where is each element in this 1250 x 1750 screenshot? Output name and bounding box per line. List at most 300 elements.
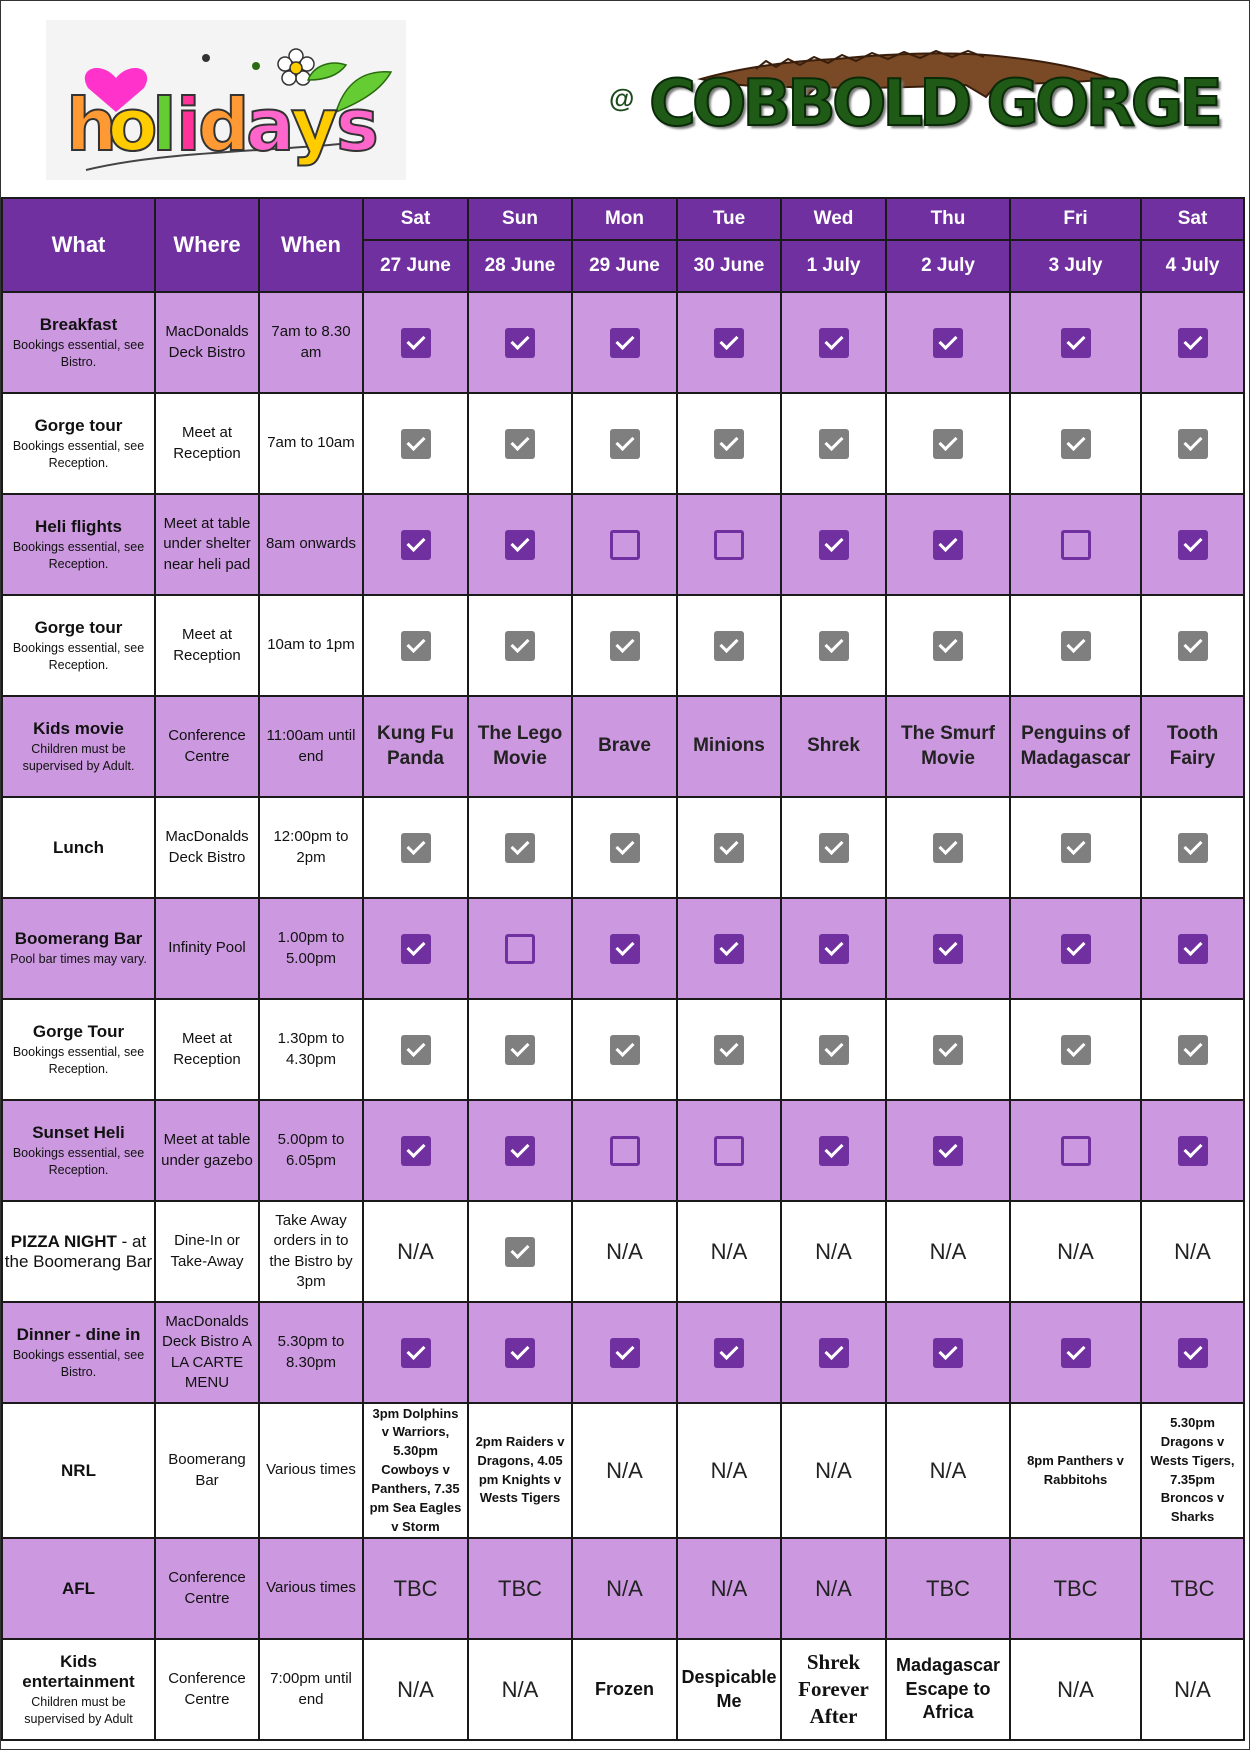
schedule-row — [2, 1639, 1244, 1740]
day-cell — [781, 1639, 886, 1740]
day-cell — [677, 595, 781, 696]
na-text: N/A — [1057, 1676, 1094, 1702]
day-cell — [886, 595, 1010, 696]
schedule-row — [2, 595, 1244, 696]
location-cell — [155, 696, 259, 797]
day-header: Tue — [677, 198, 781, 240]
day-cell — [468, 1403, 572, 1538]
day-cell — [468, 595, 572, 696]
checkbox-checked-icon — [1061, 631, 1091, 661]
day-cell — [677, 1538, 781, 1639]
day-cell — [886, 393, 1010, 494]
game-text: 5.30pm Dragons v Wests Tigers, 7.35pm Broncos v Sharks — [1150, 1414, 1235, 1525]
activity-title-text: Lunch — [53, 837, 104, 857]
day-header: Sat — [1141, 198, 1244, 240]
checkbox-checked-icon — [505, 833, 535, 863]
location-cell — [155, 1302, 259, 1403]
checkbox-checked-icon — [714, 1338, 744, 1368]
activity-cell — [2, 1201, 155, 1302]
day-cell — [1010, 1538, 1141, 1639]
activity-cell — [2, 1100, 155, 1201]
day-cell — [1141, 999, 1244, 1100]
day-cell — [572, 494, 677, 595]
show-title: Madagascar Escape to Africa — [895, 1655, 1001, 1723]
day-cell — [1141, 797, 1244, 898]
time-cell — [259, 797, 363, 898]
checkbox-checked-icon — [610, 1338, 640, 1368]
movie-title: Kung Fu Panda — [376, 722, 455, 769]
day-header: Thu — [886, 198, 1010, 240]
activity-note: Pool bar times may vary. — [10, 952, 147, 967]
day-cell — [677, 999, 781, 1100]
activity-cell — [2, 696, 155, 797]
checkbox-checked-icon — [933, 1136, 963, 1166]
checkbox-checked-icon — [505, 530, 535, 560]
location-cell — [155, 797, 259, 898]
holidays-logo — [46, 20, 406, 180]
day-cell — [468, 1538, 572, 1639]
day-cell — [572, 797, 677, 898]
day-cell — [781, 1201, 886, 1302]
checkbox-checked-icon — [819, 1136, 849, 1166]
tbc-text: TBC — [393, 1575, 438, 1601]
date-header: 28 June — [468, 240, 572, 292]
checkbox-checked-icon — [933, 1338, 963, 1368]
column-header-where: Where — [155, 198, 259, 292]
day-cell — [886, 1639, 1010, 1740]
location-text: Conference Centre — [168, 727, 246, 765]
game-text: 3pm Dolphins v Warriors, 5.30pm Cowboys v Panthers, 7.35 pm Sea Eagles v Storm — [369, 1405, 462, 1534]
na-text: N/A — [606, 1575, 643, 1601]
location-text: Conference Centre — [168, 1670, 246, 1708]
day-cell — [1141, 1100, 1244, 1201]
checkbox-checked-icon — [401, 1338, 431, 1368]
movie-title: Minions — [693, 735, 765, 757]
na-text: N/A — [815, 1457, 852, 1483]
brand — [601, 39, 1219, 149]
day-cell — [468, 494, 572, 595]
checkbox-checked-icon — [610, 934, 640, 964]
day-cell — [677, 494, 781, 595]
schedule-row — [2, 696, 1244, 797]
day-cell — [677, 898, 781, 999]
checkbox-checked-icon — [714, 631, 744, 661]
game-text: 8pm Panthers v Rabbitohs — [1027, 1452, 1124, 1487]
day-cell — [886, 494, 1010, 595]
location-text: MacDonalds Deck Bistro — [165, 323, 249, 361]
day-cell — [1010, 1302, 1141, 1403]
svg-text:i: i — [176, 83, 201, 167]
movie-title: The Smurf Movie — [901, 722, 995, 769]
day-cell — [781, 999, 886, 1100]
location-text: MacDonalds Deck Bistro A LA CARTE MENU — [161, 1313, 253, 1391]
checkbox-checked-icon — [819, 934, 849, 964]
checkbox-checked-icon — [819, 1338, 849, 1368]
day-cell — [572, 595, 677, 696]
day-cell — [886, 999, 1010, 1100]
time-text: 7am to 8.30 am — [271, 323, 351, 361]
day-cell — [572, 696, 677, 797]
day-cell — [677, 393, 781, 494]
day-cell — [572, 393, 677, 494]
activity-cell — [2, 1302, 155, 1403]
day-cell — [886, 1201, 1010, 1302]
movie-title: Tooth Fairy — [1166, 722, 1219, 769]
day-cell — [1010, 393, 1141, 494]
checkbox-checked-icon — [819, 631, 849, 661]
activity-note: Bookings essential, see Bistro. — [12, 1347, 145, 1379]
day-header: Sun — [468, 198, 572, 240]
location-text: Conference Centre — [168, 1569, 246, 1607]
activity-title — [3, 517, 154, 537]
location-cell — [155, 1403, 259, 1538]
activity-title-text: Breakfast — [39, 314, 118, 334]
checkbox-checked-icon — [401, 328, 431, 358]
poster-header — [1, 1, 1249, 197]
location-text: Meet at Reception — [173, 626, 241, 664]
tbc-text: TBC — [1170, 1575, 1215, 1601]
day-cell — [572, 1639, 677, 1740]
logo-text: h — [66, 83, 118, 167]
location-text: Meet at table under shelter near heli pad — [163, 515, 251, 573]
show-title: Despicable Me — [681, 1667, 777, 1711]
time-cell — [259, 898, 363, 999]
checkbox-checked-icon — [610, 631, 640, 661]
activity-note: Children must be supervised by Adult — [24, 1694, 133, 1726]
schedule-row — [2, 797, 1244, 898]
time-text: 5.30pm to 8.30pm — [277, 1333, 345, 1371]
activity-title — [3, 1325, 154, 1345]
checkbox-checked-icon — [714, 934, 744, 964]
location-cell — [155, 494, 259, 595]
day-cell — [1010, 696, 1141, 797]
show-title: Shrek Forever After — [798, 1649, 869, 1729]
activity-title-text: Gorge Tour — [32, 1021, 125, 1041]
schedule-row — [2, 999, 1244, 1100]
activity-note: Bookings essential, see Reception. — [12, 1145, 145, 1177]
day-cell — [363, 494, 468, 595]
activity-title-text: Heli flights — [35, 516, 122, 536]
day-cell — [1141, 1639, 1244, 1740]
day-cell — [1141, 1538, 1244, 1639]
day-cell — [1141, 494, 1244, 595]
na-text: N/A — [929, 1238, 967, 1264]
checkbox-checked-icon — [401, 833, 431, 863]
activity-title — [3, 1652, 154, 1692]
svg-text:y: y — [291, 83, 338, 167]
checkbox-empty-icon — [610, 1136, 640, 1166]
svg-text:a: a — [246, 83, 295, 167]
activity-note: Bookings essential, see Reception. — [12, 1044, 145, 1076]
checkbox-checked-icon — [401, 1035, 431, 1065]
time-cell — [259, 292, 363, 393]
day-cell — [468, 393, 572, 494]
svg-text:d: d — [198, 83, 250, 167]
checkbox-checked-icon — [505, 429, 535, 459]
checkbox-checked-icon — [933, 328, 963, 358]
time-cell — [259, 696, 363, 797]
activity-title — [3, 315, 154, 335]
schedule-row — [2, 494, 1244, 595]
checkbox-checked-icon — [933, 429, 963, 459]
time-text: 1.30pm to 4.30pm — [277, 1030, 345, 1068]
na-text: N/A — [929, 1457, 967, 1483]
checkbox-empty-icon — [1061, 1136, 1091, 1166]
activity-note: Bookings essential, see Bistro. — [12, 337, 145, 369]
column-header-when: When — [259, 198, 363, 292]
na-text: N/A — [1174, 1676, 1211, 1702]
activity-cell — [2, 1538, 155, 1639]
day-cell — [572, 999, 677, 1100]
day-cell — [1010, 595, 1141, 696]
checkbox-checked-icon — [1178, 1338, 1208, 1368]
checkbox-empty-icon — [714, 530, 744, 560]
day-cell — [677, 797, 781, 898]
day-cell — [363, 292, 468, 393]
time-cell — [259, 1302, 363, 1403]
day-cell — [572, 1538, 677, 1639]
activity-title-suffix: - at the Boomerang Bar — [4, 1231, 153, 1271]
day-cell — [1010, 898, 1141, 999]
svg-text:o: o — [108, 83, 158, 167]
time-cell — [259, 1201, 363, 1302]
day-cell — [363, 1538, 468, 1639]
checkbox-checked-icon — [401, 631, 431, 661]
na-text: N/A — [710, 1238, 748, 1264]
checkbox-checked-icon — [714, 328, 744, 358]
day-cell — [677, 1201, 781, 1302]
activity-title-text: PIZZA NIGHT — [10, 1231, 117, 1251]
time-text: 5.00pm to 6.05pm — [277, 1131, 345, 1169]
time-text: 7am to 10am — [267, 434, 355, 452]
na-text: N/A — [815, 1575, 852, 1601]
checkbox-checked-icon — [714, 833, 744, 863]
day-cell — [363, 1403, 468, 1538]
day-cell — [468, 696, 572, 797]
day-cell — [468, 999, 572, 1100]
checkbox-checked-icon — [819, 530, 849, 560]
svg-text:s: s — [336, 83, 379, 167]
schedule-row — [2, 1302, 1244, 1403]
checkbox-checked-icon — [505, 631, 535, 661]
day-cell — [886, 696, 1010, 797]
activity-title-text: Kids entertainment — [22, 1651, 135, 1691]
checkbox-checked-icon — [819, 833, 849, 863]
checkbox-checked-icon — [505, 328, 535, 358]
location-cell — [155, 292, 259, 393]
activity-cell — [2, 898, 155, 999]
time-text: 12:00pm to 2pm — [273, 828, 349, 866]
checkbox-checked-icon — [401, 934, 431, 964]
location-cell — [155, 1639, 259, 1740]
day-cell — [1010, 494, 1141, 595]
day-header: Mon — [572, 198, 677, 240]
day-cell — [677, 1100, 781, 1201]
location-cell — [155, 393, 259, 494]
checkbox-checked-icon — [1061, 328, 1091, 358]
time-cell — [259, 1639, 363, 1740]
day-cell — [468, 1100, 572, 1201]
time-text: 10am to 1pm — [267, 636, 355, 654]
activity-title — [3, 416, 154, 436]
movie-title: Brave — [598, 735, 651, 757]
location-text: Dine-In or Take-Away — [170, 1232, 244, 1270]
activity-title — [3, 1232, 154, 1272]
na-text: N/A — [815, 1238, 852, 1264]
day-cell — [781, 1538, 886, 1639]
time-cell — [259, 1403, 363, 1538]
day-cell — [572, 1403, 677, 1538]
activity-cell — [2, 999, 155, 1100]
activity-title-text: Kids movie — [33, 718, 124, 738]
day-cell — [677, 292, 781, 393]
day-header: Wed — [781, 198, 886, 240]
day-cell — [572, 898, 677, 999]
schedule-body — [2, 292, 1244, 1740]
checkbox-checked-icon — [401, 1136, 431, 1166]
day-cell — [1141, 696, 1244, 797]
day-cell — [468, 292, 572, 393]
time-cell — [259, 999, 363, 1100]
location-cell — [155, 1538, 259, 1639]
location-cell — [155, 1100, 259, 1201]
checkbox-checked-icon — [933, 631, 963, 661]
na-text: N/A — [606, 1457, 643, 1483]
day-header: Fri — [1010, 198, 1141, 240]
activity-note: Bookings essential, see Reception. — [12, 539, 145, 571]
day-cell — [781, 393, 886, 494]
checkbox-empty-icon — [1061, 530, 1091, 560]
day-cell — [1010, 292, 1141, 393]
schedule-row — [2, 1201, 1244, 1302]
activity-title — [3, 719, 154, 739]
location-text: Infinity Pool — [168, 939, 246, 957]
checkbox-checked-icon — [933, 530, 963, 560]
activity-title-text: Sunset Heli — [32, 1122, 125, 1142]
checkbox-checked-icon — [819, 328, 849, 358]
column-header-what: What — [2, 198, 155, 292]
checkbox-checked-icon — [505, 1035, 535, 1065]
checkbox-checked-icon — [1061, 1338, 1091, 1368]
na-text: N/A — [397, 1238, 434, 1264]
time-cell — [259, 1538, 363, 1639]
checkbox-checked-icon — [1061, 1035, 1091, 1065]
activity-title-text: Gorge tour — [34, 617, 123, 637]
day-cell — [1141, 393, 1244, 494]
day-cell — [781, 595, 886, 696]
day-cell — [572, 292, 677, 393]
activity-title-text: Boomerang Bar — [14, 929, 143, 949]
activity-cell — [2, 292, 155, 393]
day-cell — [363, 797, 468, 898]
time-text: Various times — [266, 1461, 356, 1479]
checkbox-checked-icon — [1178, 328, 1208, 358]
checkbox-checked-icon — [505, 1237, 535, 1267]
checkbox-checked-icon — [505, 1136, 535, 1166]
na-text: N/A — [710, 1457, 748, 1483]
tbc-text: TBC — [926, 1575, 970, 1601]
date-header: 4 July — [1141, 240, 1244, 292]
day-cell — [468, 1201, 572, 1302]
day-cell — [363, 999, 468, 1100]
activity-title — [3, 838, 154, 858]
checkbox-checked-icon — [1061, 833, 1091, 863]
location-text: Meet at Reception — [173, 1030, 241, 1068]
location-cell — [155, 595, 259, 696]
movie-title: The Lego Movie — [477, 722, 563, 769]
day-cell — [1141, 292, 1244, 393]
activity-cell — [2, 595, 155, 696]
movie-title: Penguins of Madagascar — [1020, 722, 1131, 769]
day-cell — [886, 1538, 1010, 1639]
location-text: Meet at table under gazebo — [161, 1131, 253, 1169]
checkbox-empty-icon — [714, 1136, 744, 1166]
checkbox-checked-icon — [1178, 833, 1208, 863]
day-cell — [1010, 1100, 1141, 1201]
checkbox-checked-icon — [819, 429, 849, 459]
at-symbol: @ — [609, 83, 635, 113]
checkbox-empty-icon — [610, 530, 640, 560]
day-cell — [781, 1403, 886, 1538]
day-cell — [363, 1302, 468, 1403]
checkbox-checked-icon — [610, 833, 640, 863]
na-text: N/A — [397, 1676, 434, 1702]
checkbox-checked-icon — [1178, 631, 1208, 661]
date-header: 29 June — [572, 240, 677, 292]
time-cell — [259, 595, 363, 696]
day-cell — [1010, 1639, 1141, 1740]
checkbox-checked-icon — [401, 530, 431, 560]
schedule-table — [1, 197, 1245, 1741]
day-cell — [886, 1100, 1010, 1201]
activity-cell — [2, 393, 155, 494]
date-header: 30 June — [677, 240, 781, 292]
day-cell — [1010, 797, 1141, 898]
activity-title — [3, 1022, 154, 1042]
day-cell — [468, 797, 572, 898]
day-cell — [572, 1302, 677, 1403]
time-text: Take Away orders in to the Bistro by 3pm — [269, 1212, 353, 1290]
checkbox-checked-icon — [1178, 1035, 1208, 1065]
checkbox-checked-icon — [1061, 429, 1091, 459]
day-cell — [677, 1403, 781, 1538]
checkbox-checked-icon — [1178, 530, 1208, 560]
date-header: 1 July — [781, 240, 886, 292]
activity-cell — [2, 494, 155, 595]
activity-title-text: Gorge tour — [34, 415, 123, 435]
activity-title — [3, 1461, 154, 1481]
time-text: 7:00pm until end — [270, 1670, 352, 1708]
day-cell — [677, 1302, 781, 1403]
schedule-row — [2, 1538, 1244, 1639]
day-cell — [572, 1201, 677, 1302]
na-text: N/A — [606, 1238, 643, 1264]
na-text: N/A — [710, 1575, 748, 1601]
day-cell — [363, 595, 468, 696]
checkbox-checked-icon — [714, 1035, 744, 1065]
checkbox-checked-icon — [610, 328, 640, 358]
checkbox-checked-icon — [610, 1035, 640, 1065]
day-cell — [886, 1403, 1010, 1538]
day-cell — [886, 1302, 1010, 1403]
checkbox-checked-icon — [933, 934, 963, 964]
day-cell — [1141, 1201, 1244, 1302]
date-header: 27 June — [363, 240, 468, 292]
activity-title — [3, 929, 154, 949]
date-header: 3 July — [1010, 240, 1141, 292]
time-cell — [259, 1100, 363, 1201]
day-cell — [363, 1100, 468, 1201]
